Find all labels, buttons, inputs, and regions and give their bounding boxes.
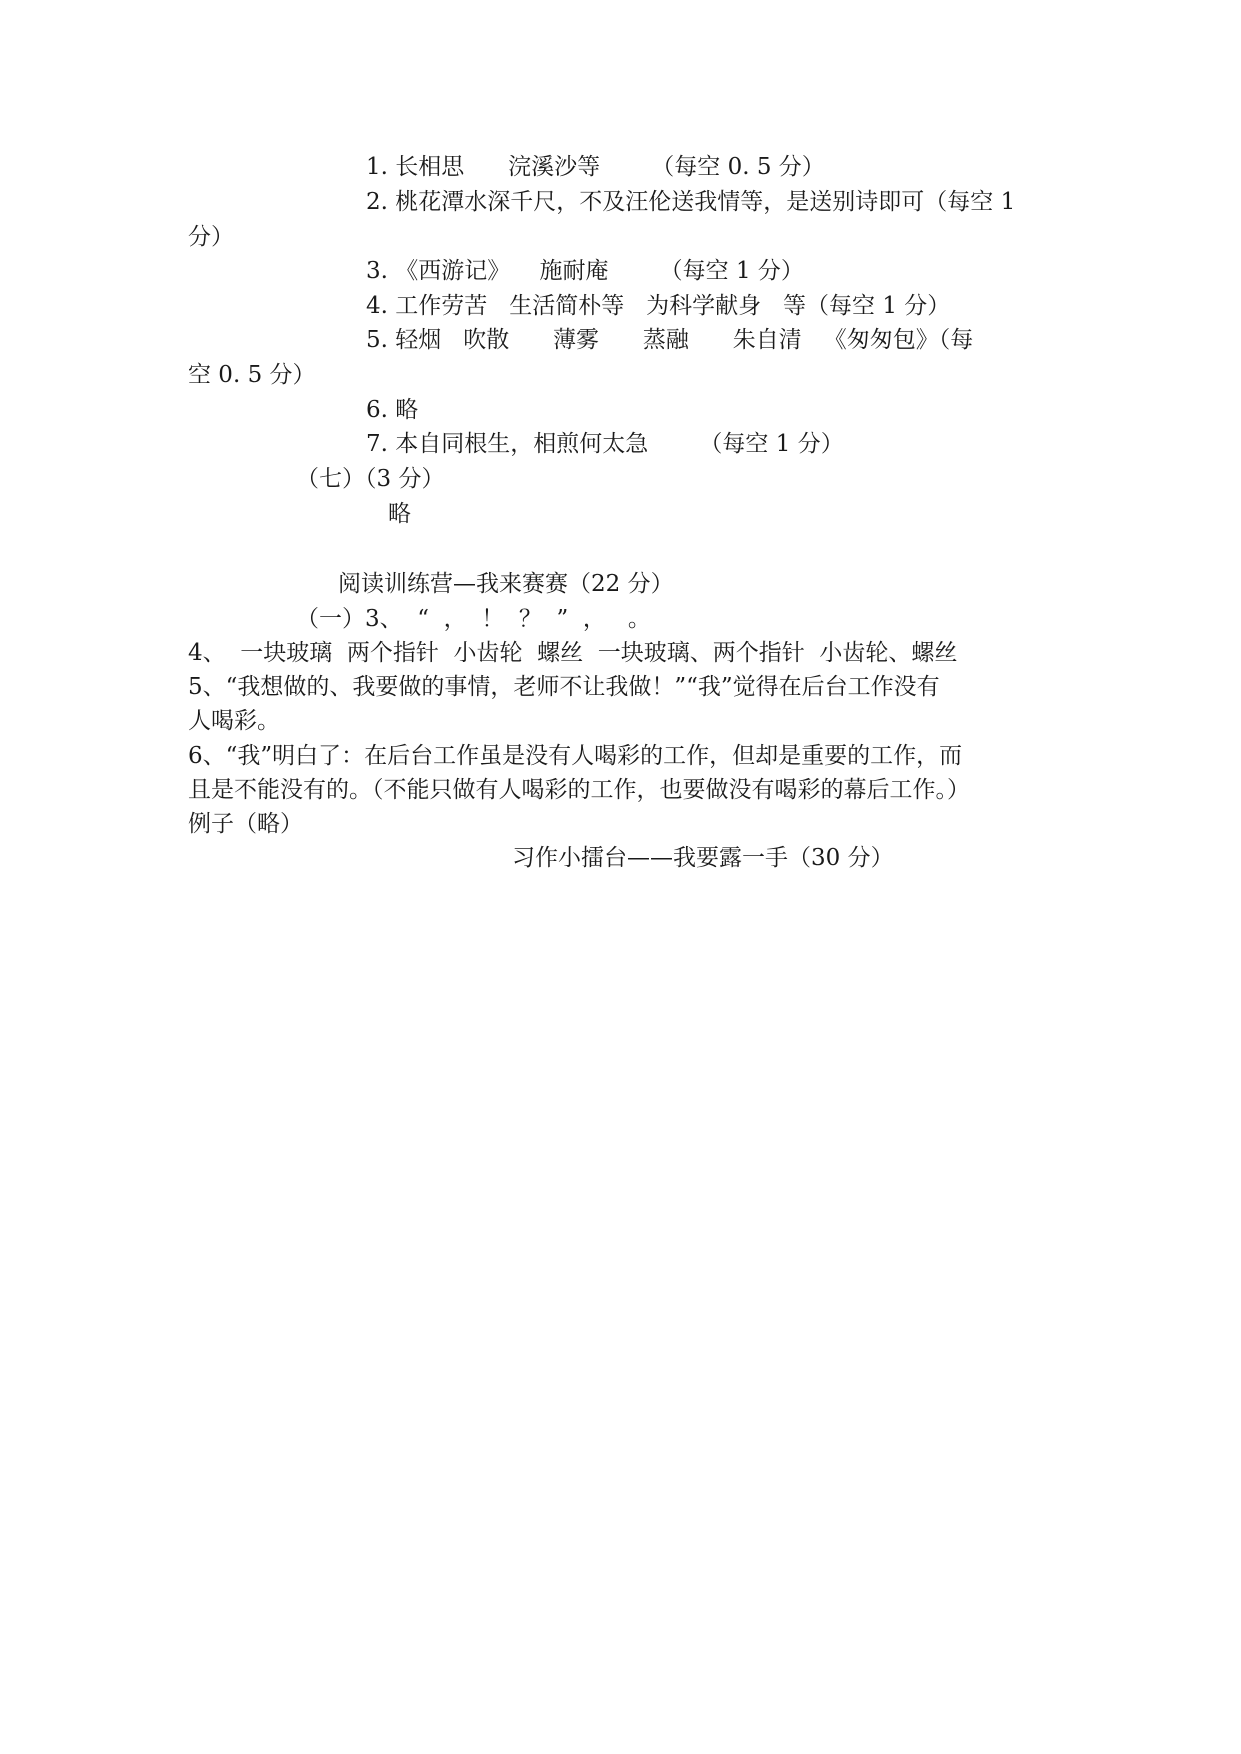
answer-line-4: 4. 工作劳苦 生活简朴等 为科学献身 等（每空 1 分） <box>366 293 951 319</box>
answer-line-3: 3. 《西游记》 施耐庵 （每空 1 分） <box>366 258 804 284</box>
reading-question-6: 6、“我”明白了：在后台工作虽是没有人喝彩的工作，但却是重要的工作，而 <box>188 743 963 769</box>
reading-question-4: 4、 一块玻璃 两个指针 小齿轮 螺丝 一块玻璃、两个指针 小齿轮、螺丝 <box>188 640 958 666</box>
reading-question-6-continued: 且是不能没有的。（不能只做有人喝彩的工作，也要做没有喝彩的幕后工作。） <box>188 777 970 803</box>
reading-question-6-example: 例子（略） <box>188 811 303 837</box>
answer-line-6: 6. 略 <box>366 397 419 423</box>
reading-question-3: （一）3、 “ ， ！ ？ ” ， 。 <box>296 606 651 632</box>
section-7-heading: （七）（3 分） <box>296 466 445 492</box>
answer-line-5: 5. 轻烟 吹散 薄雾 蒸融 朱自清 《匆匆包》（每 <box>366 327 974 353</box>
answer-line-2: 2. 桃花潭水深千尺，不及汪伦送我情等，是送别诗即可（每空 1 <box>366 189 1016 215</box>
answer-line-2-continued: 分） <box>188 224 234 250</box>
answer-line-5-continued: 空 0. 5 分） <box>188 362 316 388</box>
section-7-body: 略 <box>388 501 411 527</box>
reading-question-5-continued: 人喝彩。 <box>188 708 280 734</box>
writing-section-title: 习作小擂台——我要露一手（30 分） <box>512 845 894 871</box>
reading-section-title: 阅读训练营—我来赛赛（22 分） <box>338 571 674 597</box>
answer-line-7: 7. 本自同根生，相煎何太急 （每空 1 分） <box>366 431 844 457</box>
reading-question-5: 5、“我想做的、我要做的事情，老师不让我做！”“我”觉得在后台工作没有 <box>188 674 940 700</box>
answer-line-1: 1. 长相思 浣溪沙等 （每空 0. 5 分） <box>366 154 825 180</box>
